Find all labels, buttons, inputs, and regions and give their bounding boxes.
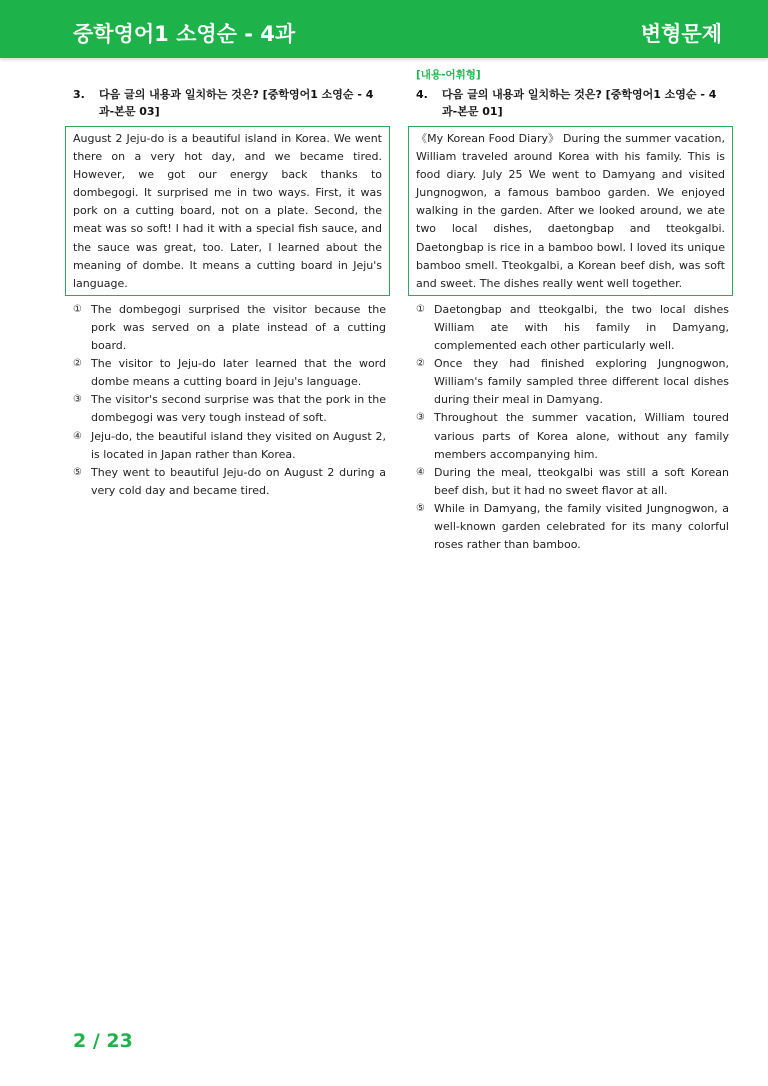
choice-text: During the meal, tteokgalbi was still a soft Korean beef dish, but it had no sweet flavor at all. <box>434 465 729 497</box>
worksheet-type-label: 변형문제 <box>640 22 722 46</box>
choice-text: The visitor to Jeju-do later learned that the word dombe means a cutting board in Jeju's language. <box>91 357 386 389</box>
choice-number: ① <box>73 303 82 315</box>
question-prompt <box>65 86 390 120</box>
choice-number: ③ <box>416 412 425 424</box>
question-number: 4. <box>416 88 428 101</box>
choice-text: Once they had finished exploring Jungnogwon, William's family sampled three different local dishes during their meal in Damyang. <box>434 357 729 407</box>
passage-box: August 2 Jeju-do is a beautiful island in Korea. We went there on a very hot day, and we became tired. However, we got our energy back thanks to dombegogi. It surprised me in two ways. First, it was pork on a cutting board, not on a plate. Second, the meat was so soft! I had it with a special fish sauce, and the sauce was great, too. Later, I learned about the meaning of dombe. It means a cutting board in Jeju's language. <box>65 126 390 296</box>
page-header <box>0 0 768 58</box>
choice-number: ④ <box>73 430 82 442</box>
choice-text: The visitor's second surprise was that the pork in the dombegogi was very tough instead of soft. <box>91 393 386 425</box>
choice-number: ⑤ <box>416 502 425 514</box>
question-4 <box>408 68 733 554</box>
page-number: 2 / 23 <box>73 1030 133 1052</box>
choice-text: Throughout the summer vacation, William toured various parts of Korea alone, without any family members accompanying him. <box>434 411 729 461</box>
passage-box: 《My Korean Food Diary》 During the summer vacation, William traveled around Korea with his family. This is food diary. July 25 We went to Damyang and visited Jungnogwon, a famous bamboo garden. We enjoyed walking in the garden. After we looked around, we ate two local dishes, daetongbap and tteokgalbi. Daetongbap is rice in a bamboo bowl. I loved its unique bamboo smell. Tteokgalbi, a Korean beef dish, was soft and sweet. The dishes really went well together. <box>408 126 733 296</box>
question-text: 다음 글의 내용과 일치하는 것은? [중학영어1 소영순 - 4과-본문 03] <box>99 88 374 118</box>
choice-item[interactable] <box>65 391 390 427</box>
choice-item[interactable] <box>65 355 390 391</box>
choice-number: ④ <box>416 466 425 478</box>
choice-item[interactable] <box>408 409 733 463</box>
question-3 <box>65 68 390 500</box>
choice-text: While in Damyang, the family visited Jungnogwon, a well-known garden celebrated for its many colorful roses rather than bamboo. <box>434 501 729 552</box>
choice-item[interactable] <box>65 301 390 355</box>
question-prompt <box>408 86 733 120</box>
choice-item[interactable] <box>408 355 733 409</box>
choice-number: ③ <box>73 394 82 406</box>
choice-number: ② <box>416 358 425 370</box>
choice-item[interactable] <box>408 464 733 500</box>
question-tag <box>65 68 390 86</box>
choice-text: Jeju-do, the beautiful island they visited on August 2, is located in Japan rather than Korea. <box>91 429 386 461</box>
choice-number: ② <box>73 358 82 370</box>
choice-text: They went to beautiful Jeju-do on August 2 during a very cold day and became tired. <box>91 465 386 497</box>
choice-item[interactable] <box>408 301 733 355</box>
question-tag: [내용-어휘형] <box>416 69 481 81</box>
choice-item[interactable] <box>65 428 390 464</box>
question-number: 3. <box>73 88 85 101</box>
choice-number: ① <box>416 303 425 315</box>
choice-text: The dombegogi surprised the visitor because the pork was served on a plate instead of a cutting board. <box>91 302 386 353</box>
choice-item[interactable] <box>408 500 733 554</box>
choice-list <box>65 301 390 500</box>
question-text: 다음 글의 내용과 일치하는 것은? [중학영어1 소영순 - 4과-본문 01] <box>442 88 717 118</box>
choice-number: ⑤ <box>73 466 82 478</box>
worksheet-title: 중학영어1 소영순 - 4과 <box>73 22 296 46</box>
choice-list <box>408 301 733 554</box>
choice-text: Daetongbap and tteokgalbi, the two local dishes William ate with his family in Damyang, complemented each other particularly well. <box>434 302 729 353</box>
choice-item[interactable] <box>65 464 390 500</box>
